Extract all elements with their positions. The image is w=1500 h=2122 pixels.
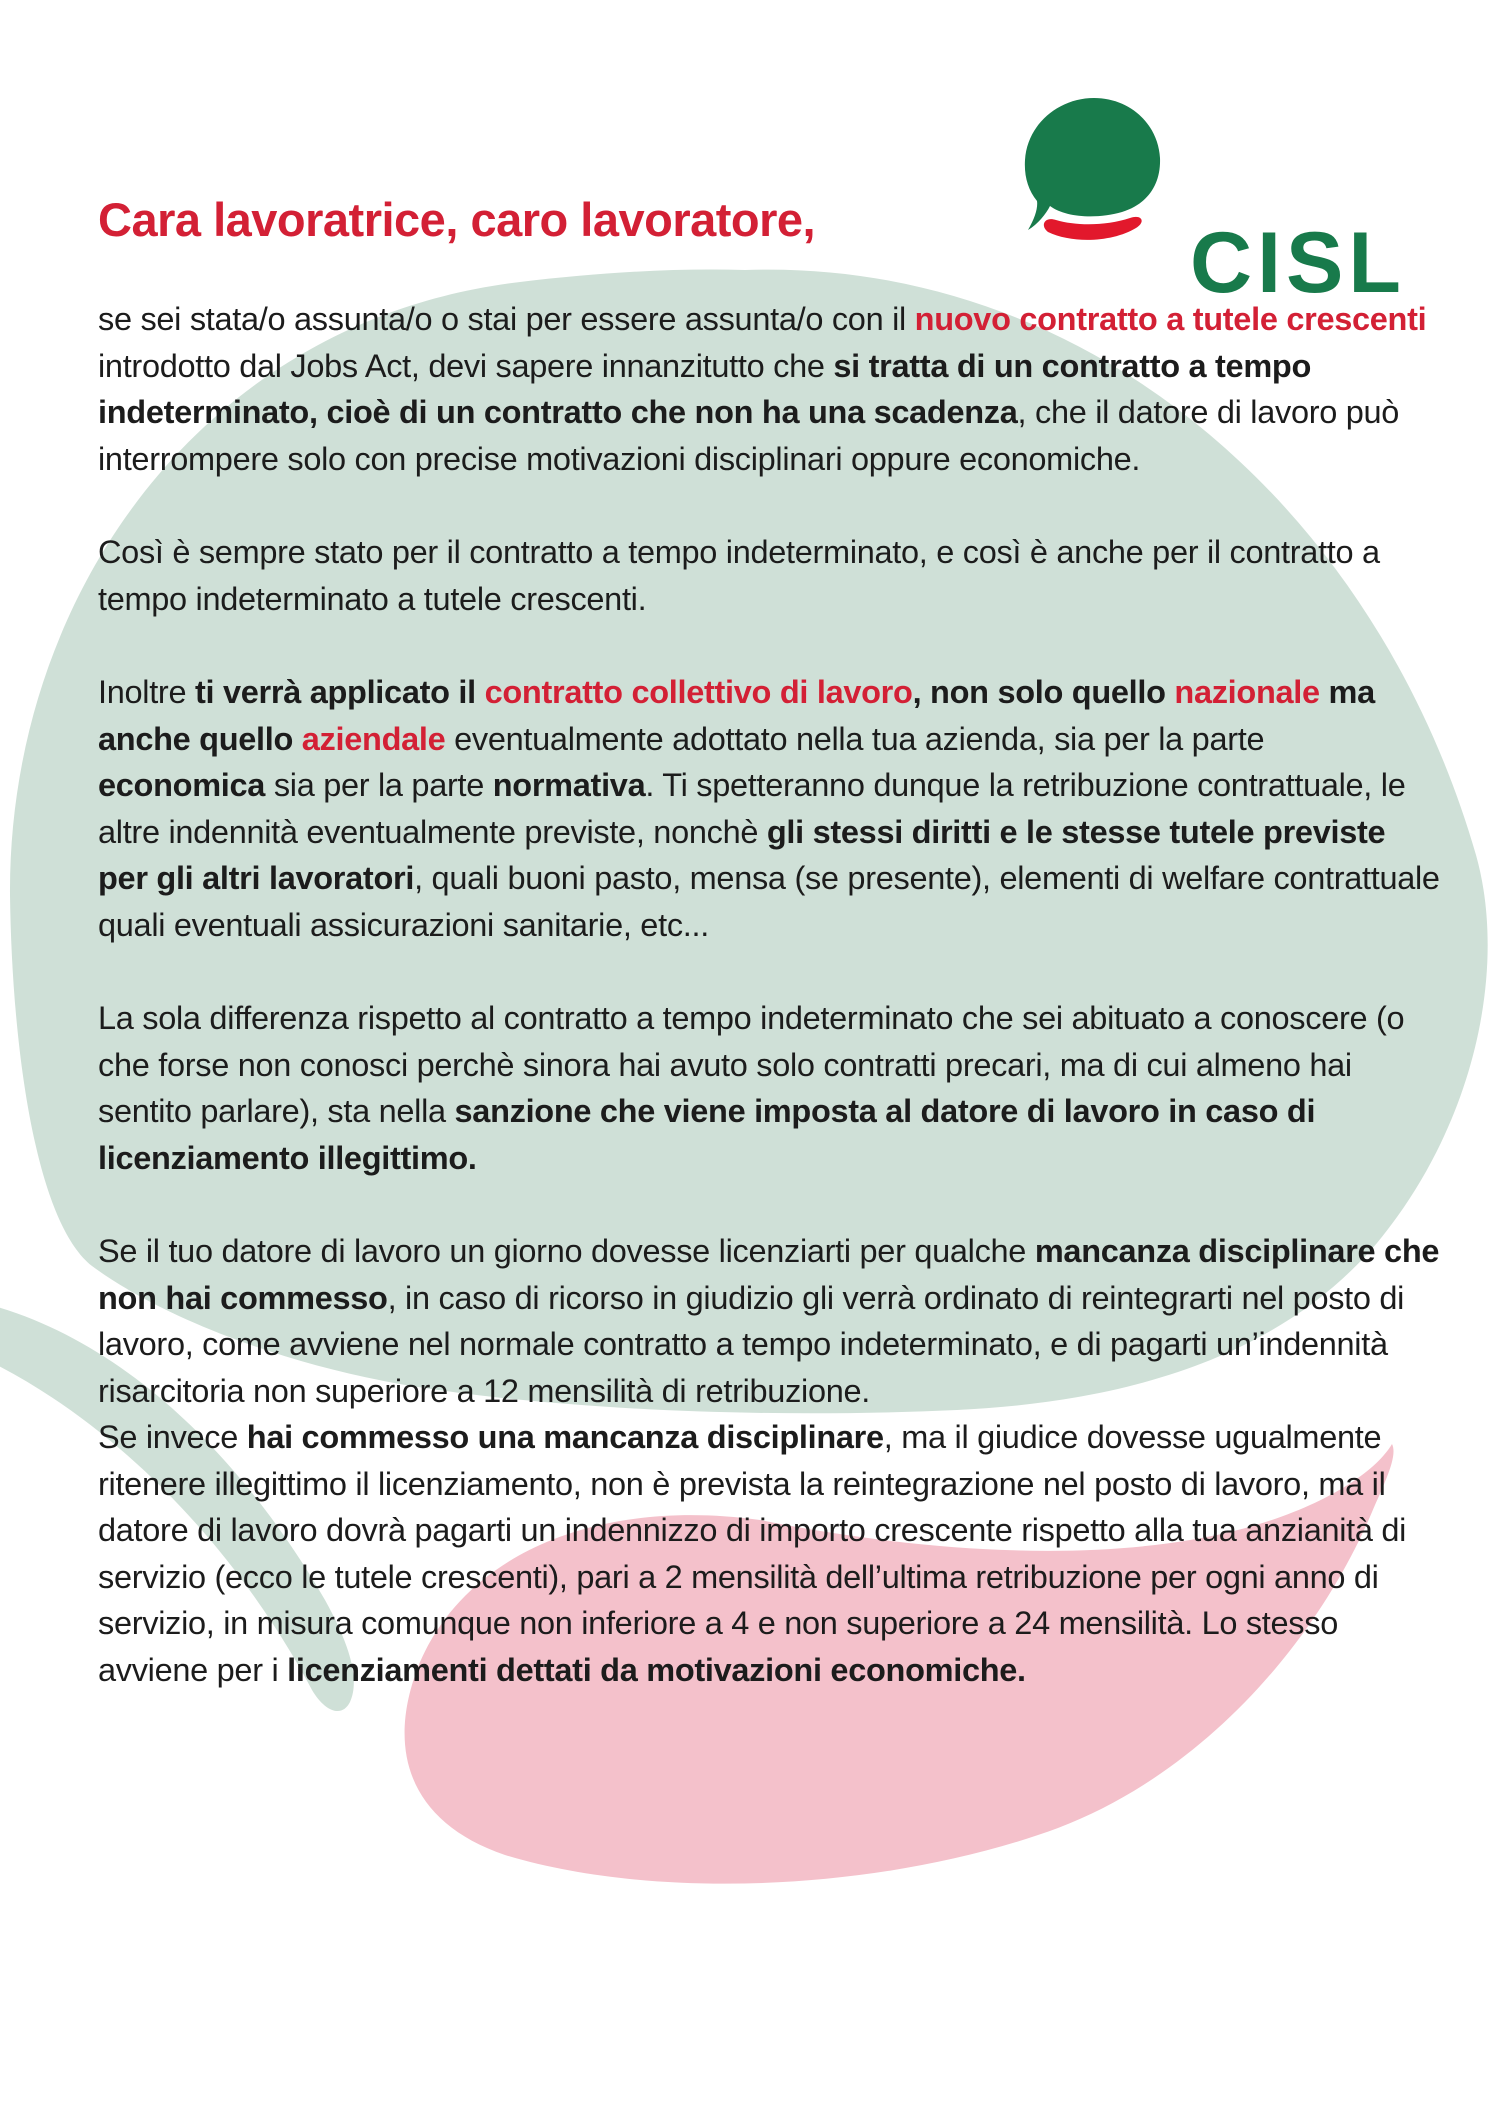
text-run: mancanza disciplinare che non hai commesso: [98, 1233, 1448, 1316]
text-run: normativa: [492, 767, 646, 803]
text-run: , quali buoni pasto, mensa (se presente), elementi di welfare contrattuale quali eventuali assicurazioni sanitarie, etc...: [98, 860, 1449, 943]
text-run: Se il tuo datore di lavoro un giorno dovesse licenziarti per qualche: [98, 1233, 1035, 1269]
logo-green-bubble: [1025, 98, 1160, 230]
text-run: se sei stata/o assunta/o o stai per essere assunta/o con il: [98, 301, 915, 337]
text-run: eventualmente adottato nella tua azienda, sia per la parte: [445, 720, 1273, 757]
paragraph-differenza: [98, 995, 1440, 1181]
paragraph-licenziamento-ingiusto: [98, 1228, 1448, 1414]
cisl-logo: [1018, 92, 1448, 311]
text-run: sanzione che viene imposta al datore di lavoro in caso di licenziamento illegittimo.: [98, 1093, 1324, 1176]
text-run: sia per la parte: [265, 767, 493, 803]
text-run: si tratta di un contratto a tempo indeterminato, cioè di un contratto che non ha una scadenza: [98, 347, 1320, 430]
text-run: Se invece: [98, 1419, 247, 1455]
text-run: nuovo contratto a tutele crescenti: [914, 301, 1427, 337]
text-run: introdotto dal Jobs Act, devi sapere innanzitutto che: [98, 301, 1436, 384]
text-run: , non solo quello: [912, 674, 1175, 710]
text-run: Così è sempre stato per il contratto a tempo indeterminato, e così è anche per il contratto a tempo indeterminato a tutele crescenti.: [98, 534, 1389, 617]
text-run: , in caso di ricorso in giudizio gli verrà ordinato di reintegrarti nel posto di lavoro, come avviene nel normale contratto a tempo indeterminato, e di pagarti un’indennità risarcitoria non superiore a 12 mensilità di retribuzione.: [98, 1279, 1413, 1409]
text-run: Inoltre: [98, 674, 195, 710]
cisl-logo-mark-icon: [1018, 92, 1168, 262]
text-run: ti verrà applicato il: [194, 674, 485, 710]
text-run: gli stessi diritti e le stesse tutele previste per gli altri lavoratori: [98, 813, 1395, 896]
text-run: contratto collettivo di lavoro: [484, 674, 913, 710]
paragraph-intro: [98, 296, 1440, 482]
page-title: Cara lavoratrice, caro lavoratore,: [98, 193, 816, 246]
text-run: aziendale: [301, 720, 446, 757]
text-run: La sola differenza rispetto al contratto a tempo indeterminato che sei abituato a conoscere (o che forse non conosci perchè sinora hai avuto solo contratti precari, ma di cui almeno hai sentito parlare), sta nella: [98, 1000, 1414, 1129]
text-run: nazionale: [1174, 674, 1320, 710]
logo-red-swoosh: [1044, 217, 1142, 240]
paragraph-cosi: [98, 529, 1440, 622]
text-run: , ma il giudice dovesse ugualmente ritenere illegittimo il licenziamento, non è prevista la reintegrazione nel posto di lavoro, ma il datore di lavoro dovrà pagarti un indennizzo di importo crescente rispetto alla tua anzianità di servizio (ecco le tutele crescenti), pari a 2 mensilità dell’ultima retribuzione per ogni anno di servizio, in misura comunque non inferiore a 4 e non superiore a 24 mensilità. Lo stesso avviene per i: [98, 1419, 1415, 1688]
paragraph-contratto-collettivo: [98, 669, 1449, 948]
text-run: ma anche quello: [98, 674, 1384, 757]
text-run: economica: [98, 767, 266, 803]
text-run: . Ti spetteranno dunque la retribuzione contrattuale, le altre indennità eventualmente previste, nonchè: [98, 767, 1415, 850]
text-run: licenziamenti dettati da motivazioni economiche.: [287, 1651, 1026, 1688]
cisl-logo-text: CISL: [1190, 215, 1406, 311]
text-run: , che il datore di lavoro può interrompere solo con precise motivazioni disciplinari oppure economiche.: [98, 394, 1417, 477]
letter-body: [98, 296, 1449, 1740]
paragraph-licenziamento-commesso: [98, 1414, 1440, 1693]
text-run: hai commesso una mancanza disciplinare: [246, 1419, 884, 1455]
